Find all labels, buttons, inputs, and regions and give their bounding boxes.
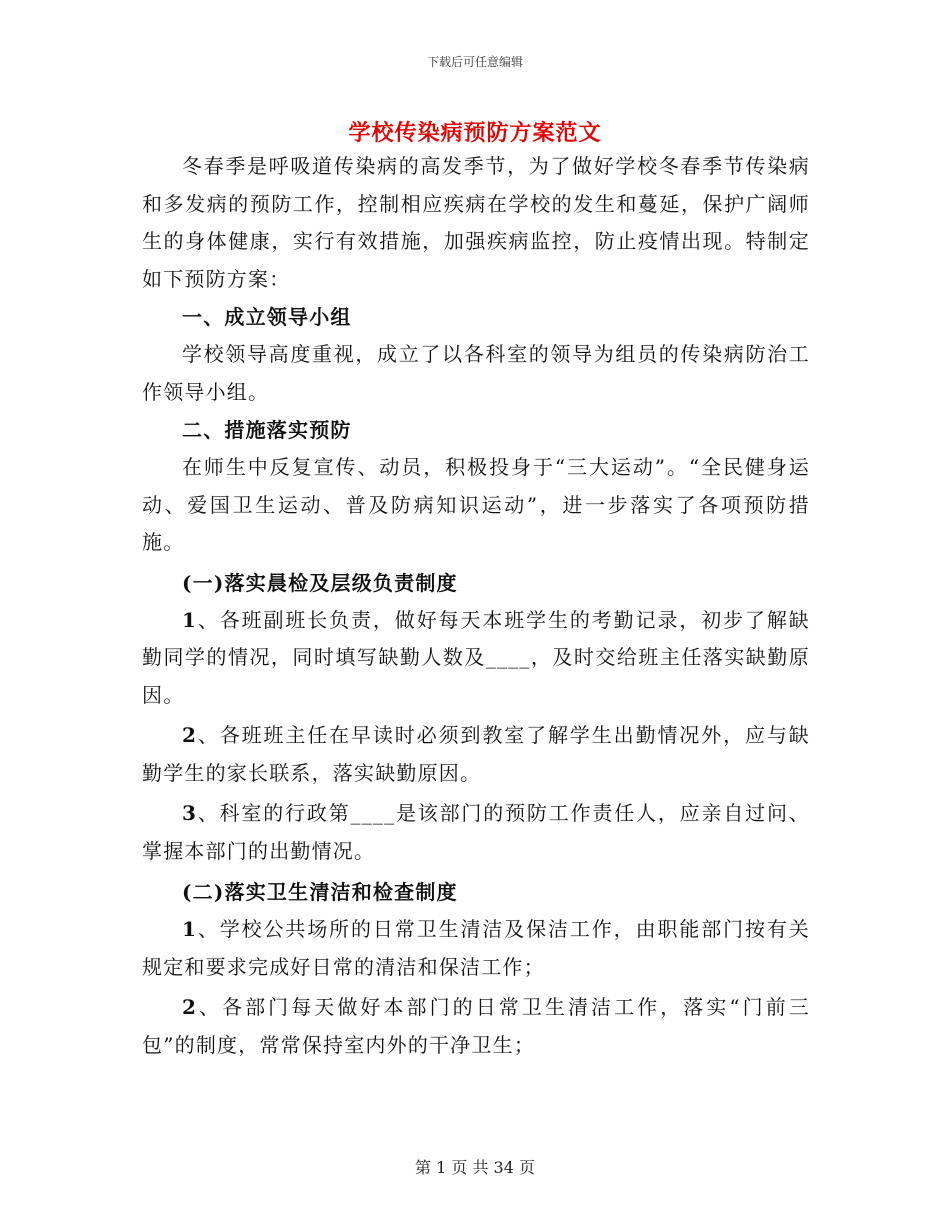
item-text: 、科室的行政第____是该部门的预防工作责任人，应亲自过问、掌握本部门的出勤情况。 [142,801,810,863]
intro-paragraph: 冬春季是呼吸道传染病的高发季节，为了做好学校冬春季节传染病和多发病的预防工作，控制相应疾病在学校的发生和蔓延，保护广阔师生的身体健康，实行有效措施，加强疾病监控，防止疫情出现。特制定如下预防方案： [142,154,810,291]
sub1-item-1 [142,602,810,715]
header-note: 下载后可任意编辑 [426,55,523,69]
sub1-heading: (一)落实晨检及层级负责制度 [182,570,458,595]
document-body [142,148,810,1067]
sub2-item-2 [142,989,810,1064]
section2-heading: 二、措施落实预防 [182,418,352,442]
item-number: 1 [182,607,198,632]
sub1-item-3 [142,795,810,870]
item-number: 2 [182,723,198,747]
document-title: 学校传染病预防方案范文 [348,120,602,146]
page-footer: 第 1 页 共 34 页 [415,1158,535,1177]
item-number: 1 [182,917,198,941]
item-number: 3 [182,801,198,825]
section2-paragraph: 在师生中反复宣传、动员，积极投身于“三大运动”。“全民健身运动、爱国卫生运动、普及防病知识运动”，进一步落实了各项预防措施。 [142,455,810,554]
item-text: 、各部门每天做好本部门的日常卫生清洁工作，落实“门前三包”的制度，常常保持室内外的干净卫生； [142,995,810,1057]
section1-heading: 一、成立领导小组 [182,305,352,329]
item-number: 2 [182,995,198,1019]
item-text: 、各班班主任在早读时必须到教室了解学生出勤情况外，应与缺勤学生的家长联系，落实缺勤原因。 [142,723,810,785]
item-text: 、各班副班长负责，做好每天本班学生的考勤记录，初步了解缺勤同学的情况，同时填写缺勤人数及____，及时交给班主任落实缺勤原因。 [142,607,810,707]
sub1-item-2 [142,717,810,792]
item-text: 、学校公共场所的日常卫生清洁及保洁工作，由职能部门按有关规定和要求完成好日常的清洁和保洁工作； [142,917,810,979]
section1-paragraph: 学校领导高度重视，成立了以各科室的领导为组员的传染病防治工作领导小组。 [142,342,810,404]
sub2-item-1 [142,911,810,986]
sub2-heading: (二)落实卫生清洁和检查制度 [182,880,458,904]
